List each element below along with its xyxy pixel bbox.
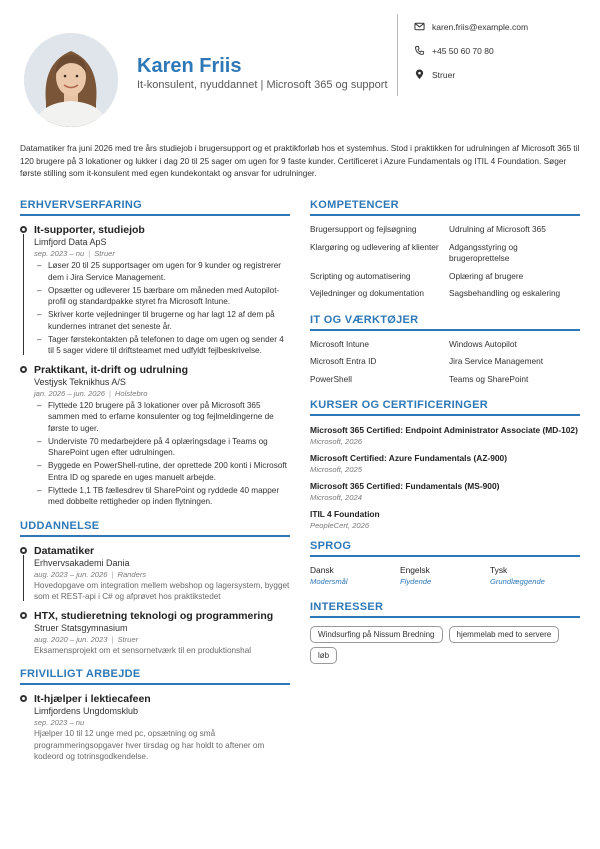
contact-phone[interactable] [414,45,494,56]
meta-separator: | [108,388,111,398]
bullet: – Flyttede 1,1 TB fællesdrev til SharePoint og ryddede 40 mapper med dobbelte rettigheder op inden flytningen. [34,485,290,508]
tools-grid [310,339,580,386]
timeline-line [23,555,24,601]
certification-title: Microsoft 365 Certified: Fundamentals (MS-900) [310,481,500,491]
meta-separator: | [88,249,91,258]
job-title: It-supporter, studiejob [34,224,145,236]
degree-title: HTX, studieretning teknologi og programmering [34,609,274,622]
bullet: – Underviste 70 medarbejdere på 4 oplæringsdage i Teams og SharePoint ugen efter udrulningen. [34,436,290,459]
language-level: Grundlæggende [490,577,545,586]
job-dates: sep. 2023 – nu [34,249,85,258]
contact-phone-text: +45 50 60 70 80 [432,45,494,56]
bullet: – Skriver korte vejledninger til brugerne og har lagt 12 af dem på kundernes intranet det seneste år. [34,309,290,332]
bullet: – Løser 20 til 25 supportsager om ugen for 9 kunder og registrerer dem i Jira Service Management. [34,260,290,283]
certification-title: ITIL 4 Foundation [310,509,380,519]
section-heading-experience: ERHVERVSERFARING [20,199,290,216]
competency-item: Oplæring af brugere [449,270,524,281]
interest-tag: løb [310,647,337,664]
volunteer-item [20,693,290,763]
candidate-title: It-konsulent, nyuddannet | Microsoft 365 og support [137,79,388,91]
right-column [310,199,580,664]
competency-item: Scripting og automatisering [310,270,411,281]
volunteer-org: Limfjordens Ungdomsklub [34,706,139,716]
volunteer-dates: sep. 2023 – nu [34,718,85,727]
header-divider [397,14,398,96]
certification-item [310,480,580,503]
language-item [310,565,400,587]
section-heading-certifications: KURSER OG CERTIFICERINGER [310,399,580,416]
bullet: – Flyttede 120 brugere på 3 lokationer over på Microsoft 365 sammen med to erfarne konsulenter og tog fejlmeldingerne de første to uger. [34,400,290,435]
profile-photo [24,33,118,127]
certification-issuer: PeopleCert, 2026 [310,521,370,530]
job-location: Struer [94,249,115,258]
bullet: – Opsætter og udleverer 15 bærbare om måneden med Autopilot-profil og standardpakke styret fra Microsoft Intune. [34,285,290,308]
section-heading-volunteer: FRIVILLIGT ARBEJDE [20,668,290,685]
job-dates: jan. 2026 – jun. 2026 [34,388,105,398]
candidate-name: Karen Friis [137,55,242,77]
education-dates: aug. 2020 – jun. 2023 [34,634,108,644]
language-name: Tysk [490,565,508,575]
tool-item: Microsoft Intune [310,338,370,349]
certifications-list [310,424,580,531]
competency-item: Adgangsstyring og brugeroprettelse [449,241,518,263]
phone-icon [414,45,425,56]
certification-title: Microsoft Certified: Azure Fundamentals (AZ-900) [310,453,507,463]
education-dates: aug. 2023 – jun. 2026 [34,569,108,579]
certification-item [310,424,580,447]
job-bullets [34,260,290,357]
resume-header [0,0,600,130]
job-location: Holstebro [114,388,148,398]
section-heading-competencies: KOMPETENCER [310,199,580,216]
tool-item: PowerShell [310,373,352,384]
school: Struer Statsgymnasium [34,622,128,633]
education-location: Struer [117,634,139,644]
job-bullets [34,400,290,508]
education-location: Randers [117,569,147,579]
tool-item: Microsoft Entra ID [310,356,377,366]
language-level: Modersmål [310,577,348,586]
education-meta [34,569,290,580]
competency-item: Sagsbehandling og eskalering [449,288,561,298]
section-heading-tools: IT OG VÆRKTØJER [310,314,580,331]
language-item [400,565,490,587]
certification-issuer: Microsoft, 2026 [310,437,362,446]
interests-tags [310,626,580,664]
competency-item: Brugersupport og fejlsøgning [310,224,417,234]
education-description: Hovedopgave om integration mellem webshop og lagersystem, bygget som et REST-api i C# og afprøvet hos praktikstedet [34,580,290,601]
education-meta [34,634,290,645]
language-name: Engelsk [400,565,430,575]
certification-issuer: Microsoft, 2025 [310,465,362,474]
competency-item: Klargøring og udlevering af klienter [310,241,439,252]
education-item [20,545,290,603]
education-description: Eksamensprojekt om et sensornetværk til en produktionshal [34,645,252,655]
profile-summary: Datamatiker fra juni 2026 med tre års studiejob i brugersupport og et praktikforløb hos et systemhus. Stod i praktikken for udrulningen af Microsoft 365 til 120 brugere på 3 lokationer og lukker i dag 20 til 25 sager om ugen for 9 faste kunder. Certificeret i Azure Fundamentals og ITIL 4 Foundation. Søger første stilling som it-konsulent med egen kundekontakt og ansvar for udrulninger. [20,143,580,178]
contact-location-text: Struer [432,69,456,80]
timeline-dot [20,226,27,233]
tool-item: Jira Service Management [449,356,544,366]
tool-item: Windows Autopilot [449,338,517,349]
section-heading-education: UDDANNELSE [20,520,290,537]
school: Erhvervsakademi Dania [34,557,130,568]
location-pin-icon [414,69,425,80]
employer: Vestjysk Teknikhus A/S [34,376,126,387]
certification-issuer: Microsoft, 2024 [310,493,362,502]
contact-email-text: karen.friis@example.com [432,21,529,32]
meta-separator: | [111,569,114,579]
education-item [20,610,290,657]
bullet: – Byggede en PowerShell-rutine, der oprettede 200 konti i Microsoft Entra ID og sparede en uges manuelt arbejde. [34,460,290,483]
timeline-dot [20,366,27,373]
certification-item [310,508,580,531]
timeline-line [23,234,24,355]
interest-tag: hjemmelab med to servere [449,626,560,643]
timeline-dot [20,612,27,619]
section-heading-languages: SPROG [310,540,580,557]
meta-separator: | [111,634,114,644]
job-meta [34,248,290,259]
job-meta [34,388,290,399]
competency-item: Vejledninger og dokumentation [310,288,424,298]
contact-email[interactable] [414,21,528,32]
language-name: Dansk [310,565,334,575]
contact-location [414,69,455,80]
employer: Limfjord Data ApS [34,237,107,247]
job-title: Praktikant, it-drift og udrulning [34,363,188,376]
experience-item [20,364,290,508]
certification-item [310,452,580,475]
bullet: – Tager førstekontakten på telefonen to dage om ugen og sender 4 til 5 sager videre til driftsteamet med udfyldt fejlbeskrivelse. [34,334,290,357]
degree-title: Datamatiker [34,544,95,557]
volunteer-description: Hjælper 10 til 12 unge med pc, opsætning og små programmeringsopgaver hver tirsdag og har holdt to aftener om kodeord og totrinsgodkendelse. [34,729,265,761]
left-column [20,199,290,763]
timeline-dot [20,547,27,554]
volunteer-title: It-hjælper i lektiecafeen [34,693,151,705]
languages-list [310,565,580,587]
interest-tag: Windsurfing på Nissum Bredning [310,626,443,643]
competency-item: Udrulning af Microsoft 365 [449,224,546,234]
experience-item [20,224,290,357]
section-heading-interests: INTERESSER [310,601,580,618]
timeline-dot [20,695,27,702]
email-icon [414,21,425,32]
competencies-grid [310,224,580,300]
certification-title: Microsoft 365 Certified: Endpoint Administrator Associate (MD-102) [310,425,578,435]
language-item [490,565,580,587]
language-level: Flydende [400,577,432,586]
tool-item: Teams og SharePoint [449,373,529,384]
